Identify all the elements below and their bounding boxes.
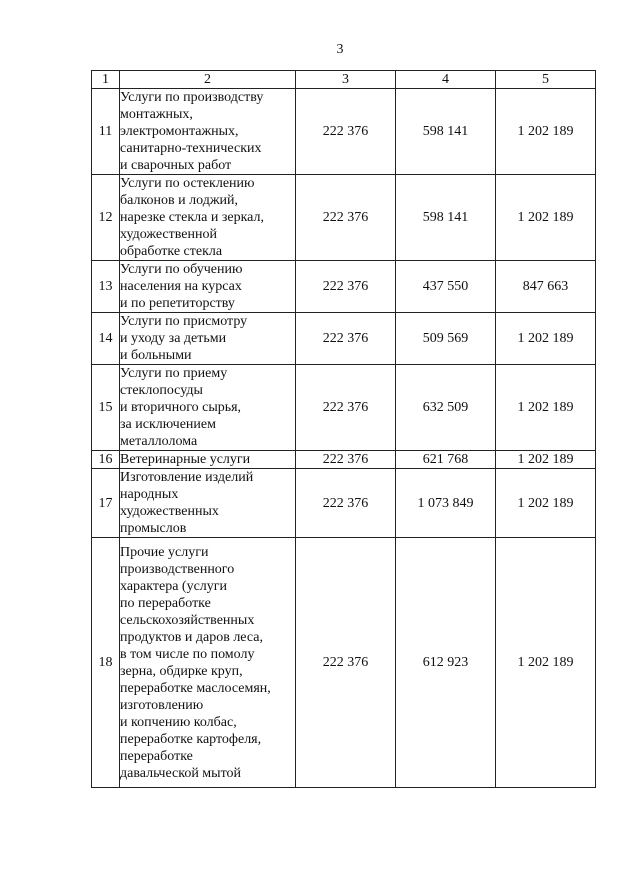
service-name: Услуги по остеклению балконов и лоджий, нарезке стекла и зеркал, художественной обработке стекла (120, 175, 296, 261)
table-header-row (92, 71, 596, 89)
row-number: 12 (92, 175, 120, 261)
value-col4: 1 073 849 (396, 469, 496, 538)
column-header: 4 (396, 71, 496, 89)
service-name: Услуги по присмотру и уходу за детьми и больными (120, 313, 296, 365)
value-col3: 222 376 (296, 175, 396, 261)
value-col4: 598 141 (396, 89, 496, 175)
service-name: Услуги по приему стеклопосуды и вторичного сырья, за исключением металлолома (120, 365, 296, 451)
value-col3: 222 376 (296, 261, 396, 313)
table-row (92, 538, 596, 788)
table-row (92, 469, 596, 538)
column-header: 5 (496, 71, 596, 89)
value-col3: 222 376 (296, 451, 396, 469)
row-number: 17 (92, 469, 120, 538)
page-number: 3 (336, 42, 344, 57)
value-col3: 222 376 (296, 538, 396, 788)
value-col5: 1 202 189 (496, 313, 596, 365)
value-col5: 1 202 189 (496, 365, 596, 451)
services-table (91, 70, 596, 788)
value-col5: 1 202 189 (496, 89, 596, 175)
value-col5: 1 202 189 (496, 469, 596, 538)
column-header: 1 (92, 71, 120, 89)
table-row (92, 175, 596, 261)
row-number: 14 (92, 313, 120, 365)
row-number: 18 (92, 538, 120, 788)
service-name: Изготовление изделий народных художественных промыслов (120, 469, 296, 538)
value-col4: 632 509 (396, 365, 496, 451)
table-row (92, 261, 596, 313)
table-row (92, 365, 596, 451)
value-col5: 847 663 (496, 261, 596, 313)
row-number: 11 (92, 89, 120, 175)
service-name: Прочие услуги производственного характера (услуги по переработке сельскохозяйственных продуктов и даров леса, в том числе по помолу зерна, обдирке круп, переработке маслосемян, изготовлению и копчению колбас, переработке картофеля, переработке давальческой мытой (120, 538, 296, 788)
row-number: 16 (92, 451, 120, 469)
value-col4: 437 550 (396, 261, 496, 313)
table-row (92, 451, 596, 469)
table-row (92, 89, 596, 175)
table-row (92, 313, 596, 365)
value-col3: 222 376 (296, 365, 396, 451)
value-col3: 222 376 (296, 89, 396, 175)
value-col3: 222 376 (296, 469, 396, 538)
column-header: 2 (120, 71, 296, 89)
row-number: 15 (92, 365, 120, 451)
column-header: 3 (296, 71, 396, 89)
value-col4: 621 768 (396, 451, 496, 469)
service-name: Услуги по обучению населения на курсах и по репетиторству (120, 261, 296, 313)
value-col4: 612 923 (396, 538, 496, 788)
value-col3: 222 376 (296, 313, 396, 365)
value-col5: 1 202 189 (496, 451, 596, 469)
value-col4: 598 141 (396, 175, 496, 261)
value-col5: 1 202 189 (496, 538, 596, 788)
row-number: 13 (92, 261, 120, 313)
value-col4: 509 569 (396, 313, 496, 365)
service-name: Ветеринарные услуги (120, 451, 296, 469)
value-col5: 1 202 189 (496, 175, 596, 261)
service-name: Услуги по производству монтажных, электромонтажных, санитарно-технических и сварочных работ (120, 89, 296, 175)
